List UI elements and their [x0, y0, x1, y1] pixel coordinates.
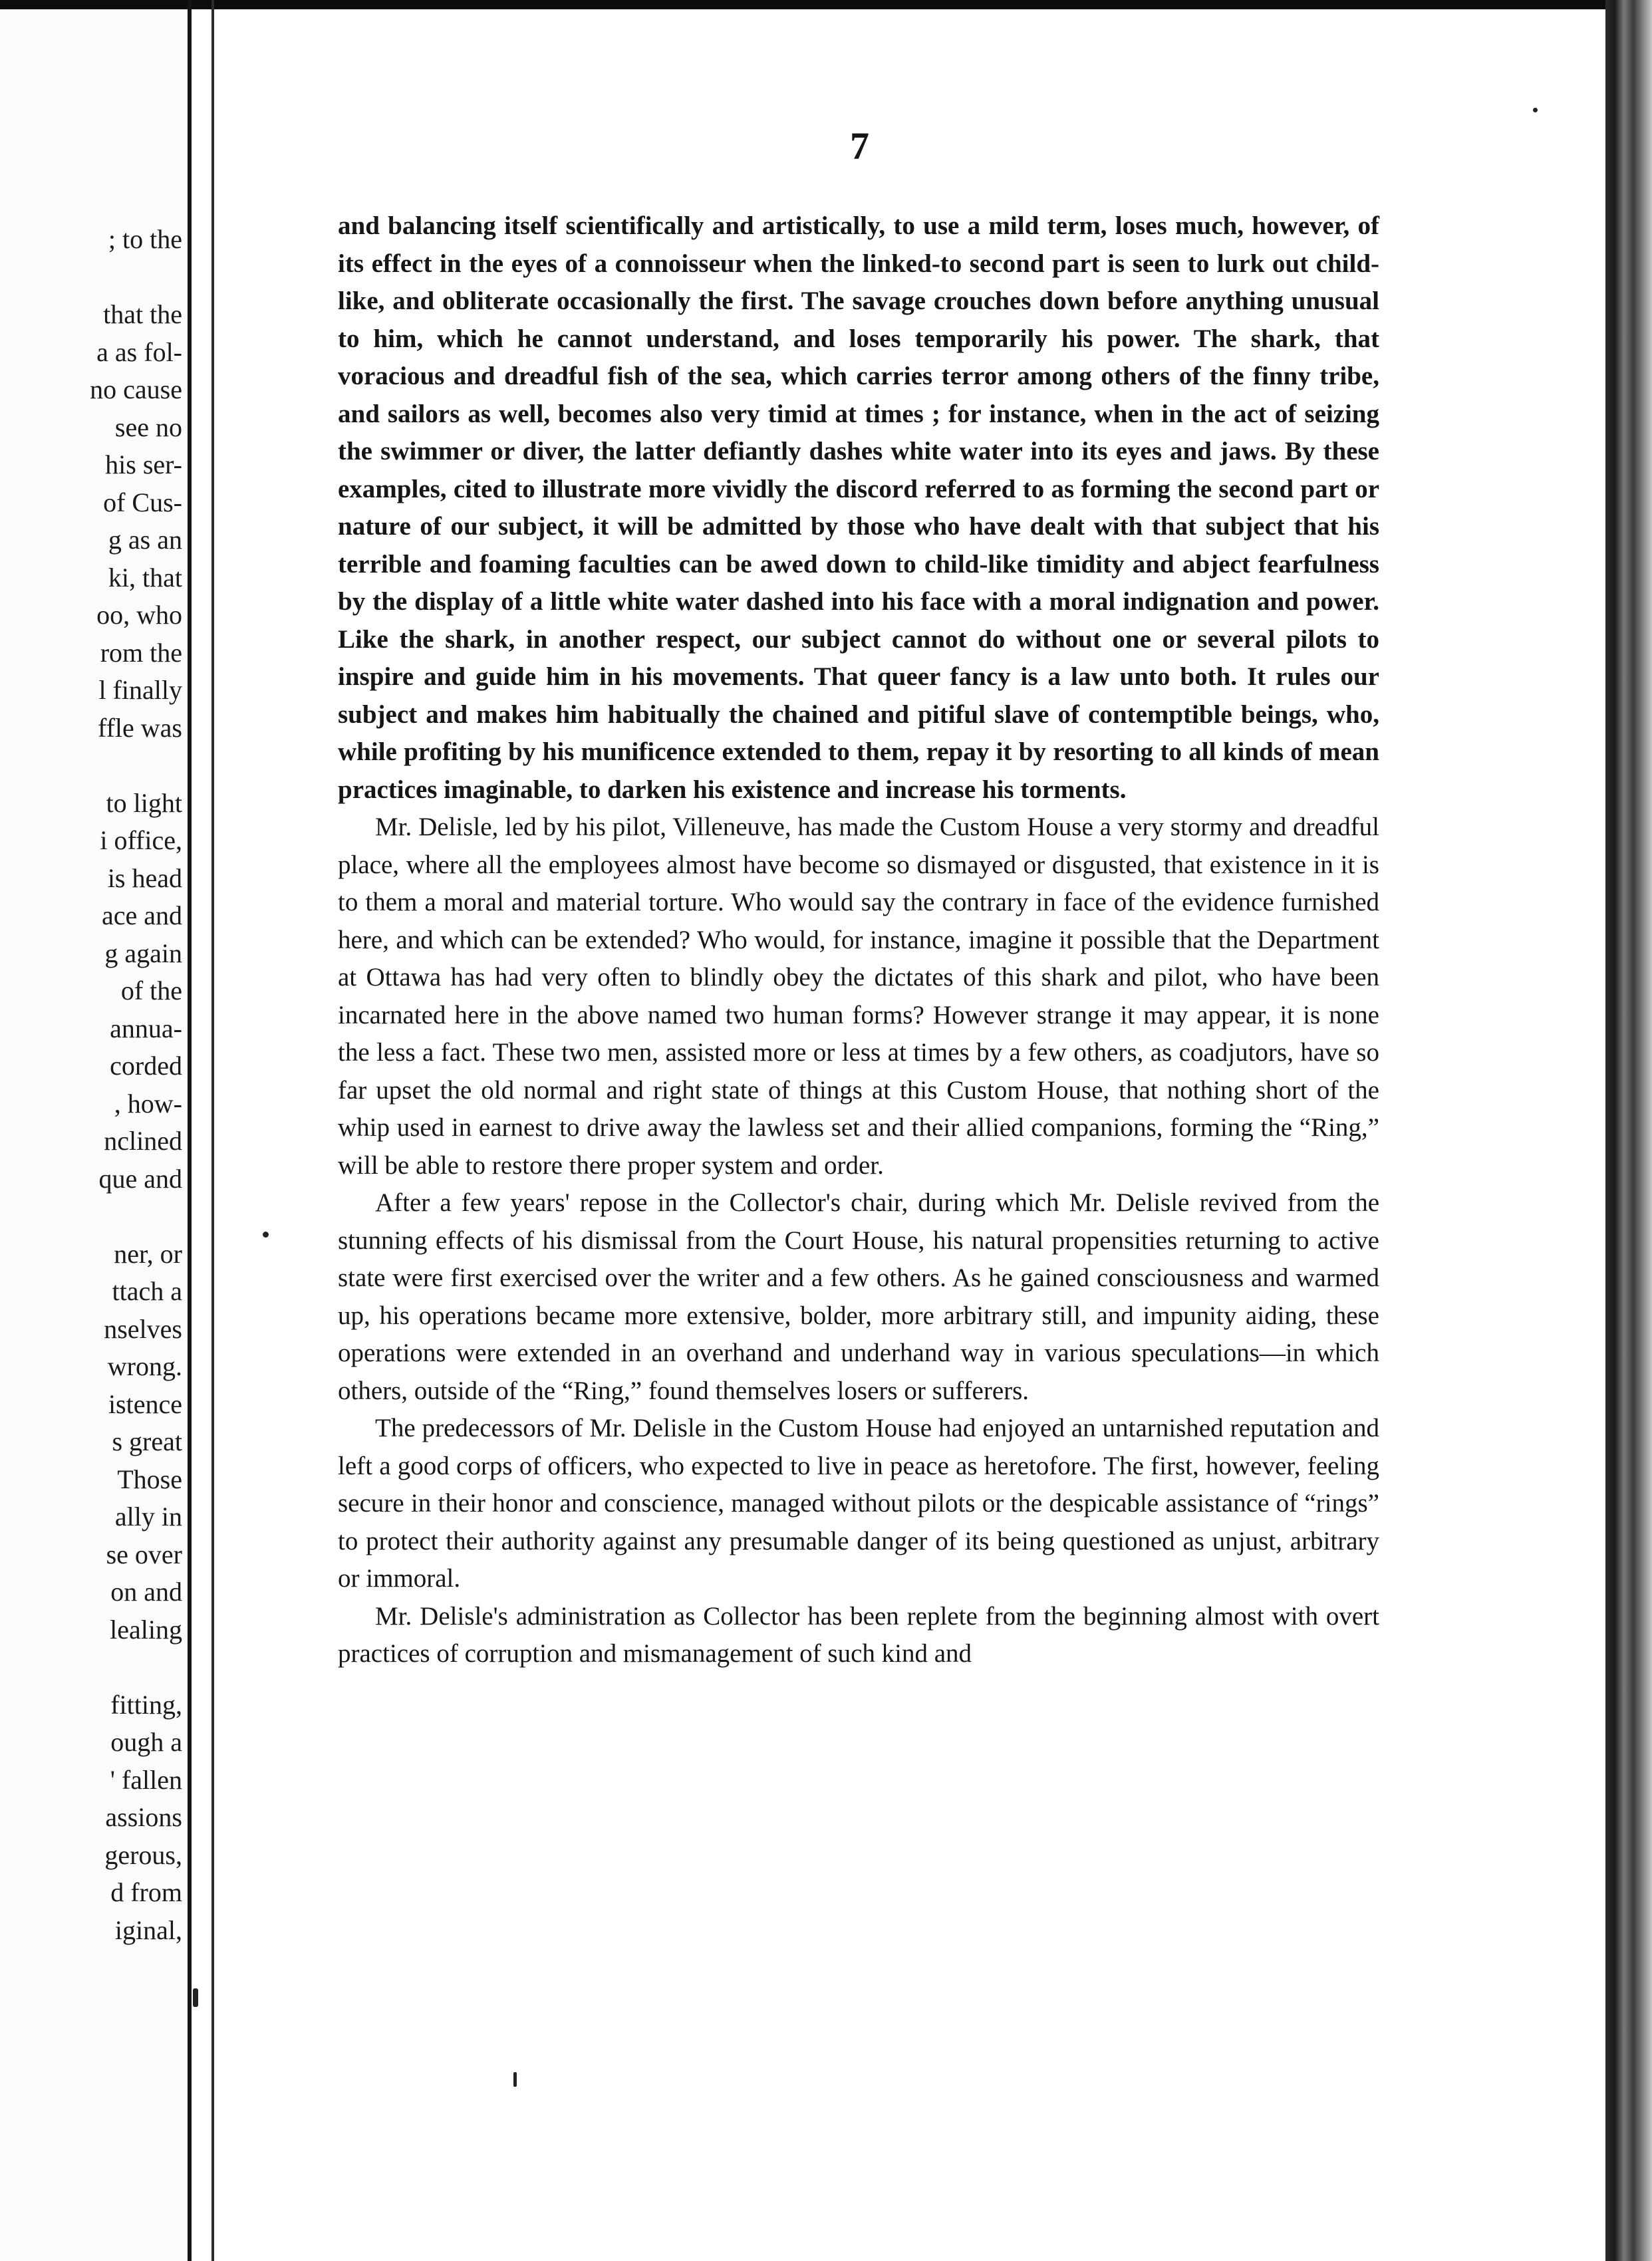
- left-page-line: assions: [105, 1802, 182, 1832]
- scan-speck: [193, 1988, 198, 2007]
- scan-speck: [263, 1232, 269, 1238]
- left-page-line: se over: [106, 1539, 182, 1569]
- book-right-edge: [1605, 0, 1652, 2261]
- left-page-line: of Cus-: [103, 487, 182, 517]
- left-page-line: rom the: [100, 637, 182, 668]
- body-text: [338, 207, 1379, 1673]
- left-page-line: oo, who: [96, 600, 182, 630]
- left-page-line: on and: [110, 1577, 182, 1607]
- left-page-line: g as an: [108, 525, 182, 555]
- left-page-line: s great: [112, 1426, 182, 1456]
- paragraph: Mr. Delisle's administration as Collector has been replete from the beginning almost with overt practices of corruption and mismanagement of such kind and: [338, 1601, 1379, 1668]
- left-page-line: fitting,: [110, 1689, 182, 1720]
- left-page-line: ffle was: [98, 712, 182, 743]
- scan-speck: [1533, 108, 1538, 112]
- left-page-line: ; to the: [108, 224, 182, 254]
- left-page-line: ' fallen: [110, 1764, 182, 1795]
- left-page-line: corded: [110, 1051, 182, 1081]
- paragraph: Mr. Delisle, led by his pilot, Villeneuve, has made the Custom House a very stormy and dreadful place, where all the employees almost have become so dismayed or disgusted, that existence in it is to them a moral and material torture. Who would say the contrary in face of the evidence furnished here, and which can be extended? Who would, for instance, imagine it possible that the Department at Ottawa has had very often to blindly obey the dictates of this shark and pilot, who have been incarnated here in the above named two human forms? However strange it may appear, it is none the less a fact. These two men, assisted more or less at times by a few others, as coadjutors, have so far upset the old normal and right state of things at this Custom House, that nothing short of the whip used in earnest to drive away the lawless set and their allied companions, forming the “Ring,” will be able to restore there proper system and order.: [338, 813, 1379, 1180]
- left-page-line: to light: [106, 787, 182, 818]
- left-page-line: ttach a: [112, 1276, 182, 1306]
- left-page-line: d from: [110, 1877, 182, 1907]
- left-page-line: ace and: [101, 900, 182, 930]
- left-page-line: Those: [117, 1464, 182, 1494]
- page-gutter-edge-inner: [211, 0, 214, 2261]
- left-page-line: nselves: [104, 1313, 182, 1344]
- left-page-line: see no: [114, 412, 182, 442]
- left-page-fragment: [0, 9, 188, 2261]
- left-page-line: ally in: [114, 1502, 182, 1531]
- left-page-line: his ser-: [105, 450, 182, 479]
- paragraph: After a few years' repose in the Collector's chair, during which Mr. Delisle revived from the stunning effects of his dismissal from the Court House, his natural propensities returning to active state were first exercised over the writer and a few others. As he gained consciousness and warmed up, his operations became more extensive, bolder, more arbitrary still, and impunity aiding, these operations were extended in an overhand and underhand way in various speculations—in which others, outside of the “Ring,” found themselves losers or sufferers.: [338, 1188, 1379, 1405]
- page-gutter-edge: [188, 0, 192, 2261]
- left-page-line: ner, or: [114, 1238, 182, 1269]
- left-page-line: ough a: [110, 1727, 182, 1757]
- left-page-line: gerous,: [104, 1839, 182, 1870]
- paragraph: The predecessors of Mr. Delisle in the Custom House had enjoyed an untarnished reputation and left a good corps of officers, who expected to live in peace as heretofore. The first, however, feeling secure in their honor and conscience, managed without pilots or the despicable assistance of “rings” to protect their authority against any presumable danger of its being questioned as unjust, arbitrary or immoral.: [338, 1414, 1379, 1593]
- left-page-line: iginal,: [114, 1915, 182, 1945]
- left-page-line: g again: [104, 938, 182, 968]
- left-page-line: , how-: [114, 1088, 182, 1119]
- left-page-line: wrong.: [107, 1351, 182, 1381]
- left-page-line: lealing: [110, 1614, 182, 1645]
- left-page-line: no cause: [90, 374, 182, 404]
- left-page-line: ki, that: [108, 562, 182, 593]
- left-page-line: i office,: [100, 825, 182, 855]
- page-number: 7: [850, 124, 869, 168]
- scan-speck: [513, 2072, 517, 2087]
- left-page-line: is head: [107, 863, 182, 893]
- scan-top-border: [0, 0, 1652, 9]
- left-page-line: that the: [103, 299, 182, 329]
- left-page-line: istence: [108, 1389, 182, 1419]
- left-page-line: que and: [98, 1163, 182, 1194]
- left-page-line: of the: [120, 976, 182, 1005]
- paragraph: and balancing itself scientifically and artistically, to use a mild term, loses much, however, of its effect in the eyes of a connoisseur when the linked-to second part is seen to lurk out child-like, and obliterate occasionally the first. The savage crouches down before anything unusual to him, which he cannot understand, and loses temporarily his power. The shark, that voracious and dreadful fish of the sea, which carries terror among others of the finny tribe, and sailors as well, becomes also very timid at times ; for instance, when in the act of seizing the swimmer or diver, the latter defiantly dashes white water into its eyes and jaws. By these examples, cited to illustrate more vividly the discord referred to as forming the second part or nature of our subject, it will be admitted by those who have dealt with that subject that his terrible and foaming faculties can be awed down to child-like timidity and abject fearfulness by the display of a little white water dashed into his face with a moral indignation and power. Like the shark, in another respect, our subject cannot do without one or several pilots to inspire and guide him in his movements. That queer fancy is a law unto both. It rules our subject and makes him habitually the chained and pitiful slave of contemptible beings, who, while profiting by his munificence extended to them, repay it by resorting to all kinds of mean practices imaginable, to darken his existence and increase his torments.: [338, 211, 1379, 804]
- left-page-line: annua-: [110, 1013, 182, 1043]
- left-page-line: nclined: [104, 1126, 182, 1156]
- left-page-line: a as fol-: [96, 336, 182, 367]
- left-page-line: l finally: [98, 675, 182, 705]
